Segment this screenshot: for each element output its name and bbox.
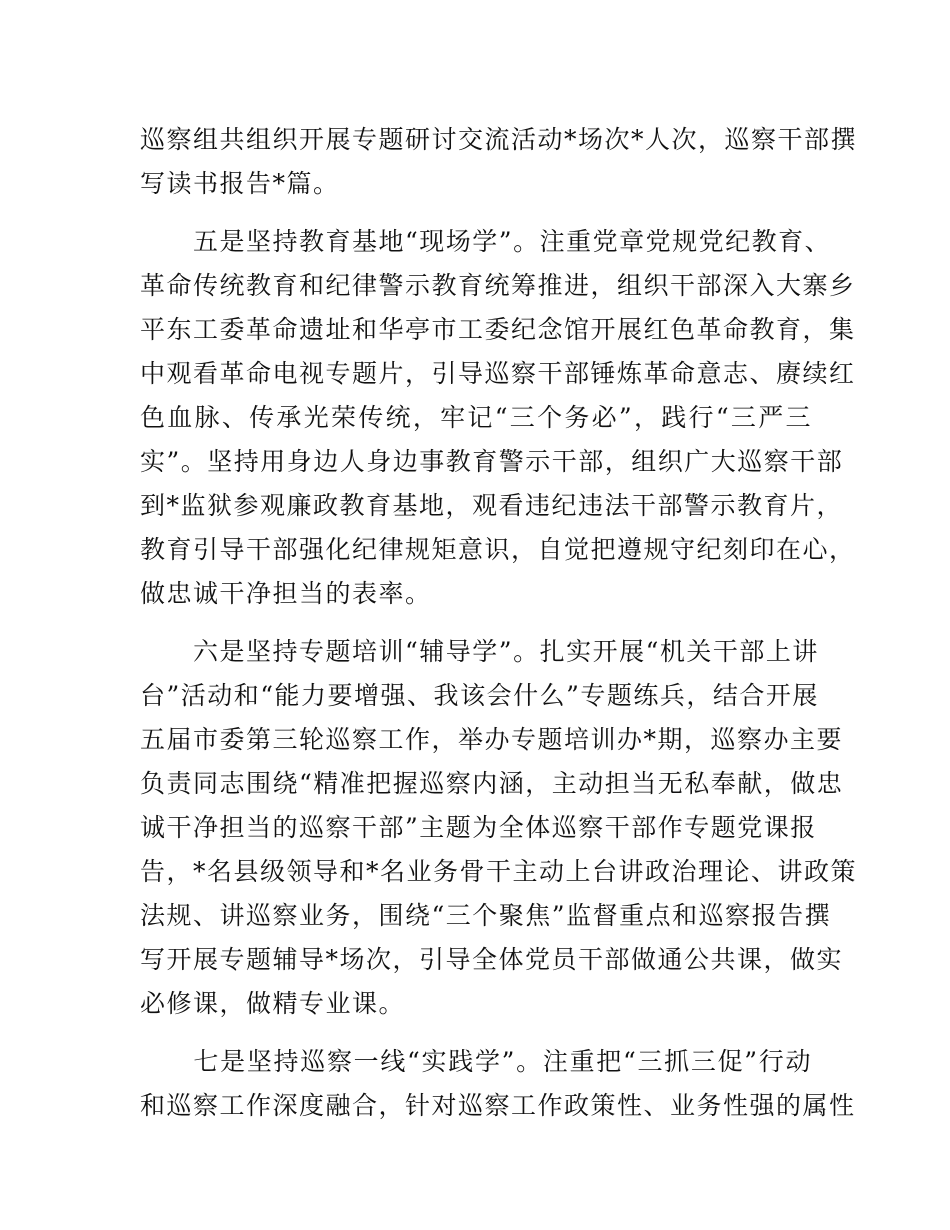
text-line: 平东工委革命遗址和华亭市工委纪念馆开展红色革命教育，集 <box>140 315 856 344</box>
paragraph <box>140 1040 856 1128</box>
paragraph <box>140 630 858 1026</box>
text-line: 五届市委第三轮巡察工作，举办专题培训办*期，巡察办主要 <box>140 725 844 754</box>
text-line: 写读书报告*篇。 <box>140 169 340 198</box>
text-line: 六是坚持专题培训“辅导学”。扎实开展“机关干部上讲 <box>140 637 819 666</box>
text-line: 巡察组共组织开展专题研讨交流活动*场次*人次，巡察干部撰 <box>140 125 858 154</box>
text-line: 七是坚持巡察一线“实践学”。注重把“三抓三促”行动 <box>140 1047 812 1076</box>
text-line: 到*监狱参观廉政教育基地，观看违纪违法干部警示教育片， <box>140 491 844 520</box>
text-line: 教育引导干部强化纪律规矩意识，自觉把遵规守纪刻印在心， <box>140 535 856 564</box>
paragraph <box>140 118 858 206</box>
text-line: 色血脉、传承光荣传统，牢记“三个务必”，践行“三严三 <box>140 403 812 432</box>
text-line: 诚干净担当的巡察干部”主题为全体巡察干部作专题党课报 <box>140 813 817 842</box>
text-line: 和巡察工作深度融合，针对巡察工作政策性、业务性强的属性 <box>140 1091 856 1120</box>
text-line: 革命传统教育和纪律警示教育统筹推进，组织干部深入大寨乡 <box>140 271 856 300</box>
text-line: 负责同志围绕“精准把握巡察内涵，主动担当无私奉献，做忠 <box>140 769 844 798</box>
text-line: 写开展专题辅导*场次，引导全体党员干部做通公共课，做实 <box>140 945 844 974</box>
text-line: 五是坚持教育基地“现场学”。注重党章党规党纪教育、 <box>140 227 832 256</box>
text-line: 台”活动和“能力要增强、我该会什么”专题练兵，结合开展 <box>140 681 819 710</box>
document-page <box>140 118 858 1142</box>
text-line: 中观看革命电视专题片，引导巡察干部锤炼革命意志、赓续红 <box>140 359 856 388</box>
text-line: 告，*名县级领导和*名业务骨干主动上台讲政治理论、讲政策 <box>140 857 858 886</box>
text-line: 必修课，做精专业课。 <box>140 989 406 1018</box>
text-line: 实”。坚持用身边人身边事教育警示干部，组织广大巡察干部 <box>140 447 844 476</box>
text-line: 法规、讲巡察业务，围绕“三个聚焦”监督重点和巡察报告撰 <box>140 901 832 930</box>
paragraph <box>140 220 856 616</box>
text-line: 做忠诚干净担当的表率。 <box>140 579 432 608</box>
